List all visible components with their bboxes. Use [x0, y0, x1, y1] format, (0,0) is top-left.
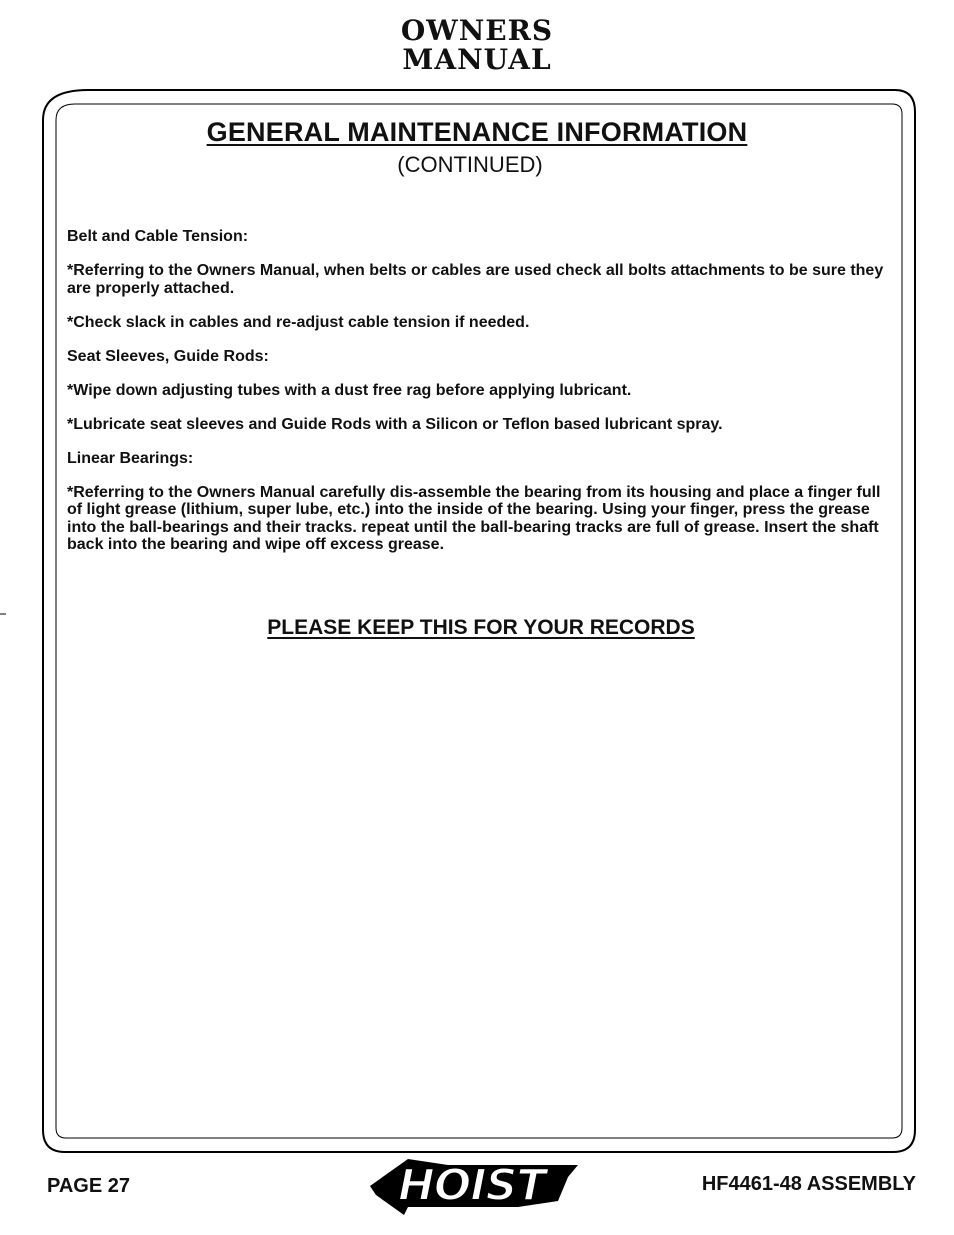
maintenance-content — [67, 228, 899, 570]
section-heading-seat-sleeves: Seat Sleeves, Guide Rods: — [67, 347, 269, 365]
page-number: PAGE 27 — [47, 1175, 130, 1197]
logo-wordmark: HOIST — [398, 1160, 546, 1211]
header-line-2: MANUAL — [402, 43, 552, 76]
model-assembly: HF4461-48 ASSEMBLY — [701, 1173, 916, 1195]
header-line-1: OWNERS — [400, 14, 554, 47]
paragraph-wipe-tubes: *Wipe down adjusting tubes with a dust free rag before applying lubricant. — [67, 381, 632, 399]
section-heading-belt-cable: Belt and Cable Tension: — [67, 228, 249, 245]
main-heading: GENERAL MAINTENANCE INFORMATION — [206, 117, 748, 147]
paragraph-lubricate: *Lubricate seat sleeves and Guide Rods with a Silicon or Teflon based lubricant spray. — [67, 415, 723, 433]
paragraph-bearings: *Referring to the Owners Manual carefully dis-assemble the bearing from its housing and place a finger full of light grease (lithium, super lube, etc.) into the inside of the bearing. Using your finger, press the grease into the ball-bearings and their tracks. repeat until the ball-bearing tracks are full of grease. Insert the shaft back into the bearing and wipe off excess grease. — [67, 483, 881, 553]
hoist-logo — [368, 1155, 588, 1217]
paragraph-cable-slack: *Check slack in cables and re-adjust cable tension if needed. — [67, 313, 530, 331]
records-notice: PLEASE KEEP THIS FOR YOUR RECORDS — [267, 616, 695, 639]
section-heading-linear-bearings: Linear Bearings: — [67, 449, 194, 467]
paragraph-belts-cables: *Referring to the Owners Manual, when belts or cables are used check all bolts attachments to be sure they are properly attached. — [67, 262, 884, 297]
sub-heading: (CONTINUED) — [397, 152, 543, 177]
